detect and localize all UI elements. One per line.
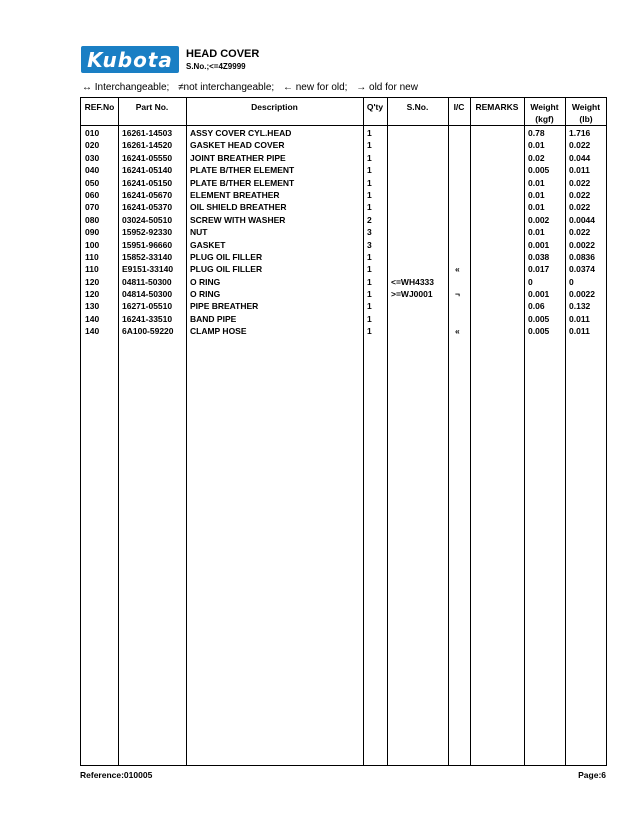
weight-lb-cell: 0.022 — [569, 140, 591, 151]
qty-cell: 1 — [367, 128, 372, 138]
weight-lb-cell: 0.0044 — [569, 214, 595, 225]
qty-cell: 1 — [367, 202, 372, 213]
qty-cell: 3 — [367, 239, 372, 250]
qty-cell: 1 — [367, 189, 372, 200]
weight-kgf-cell: 0.038 — [528, 251, 550, 262]
serial-cell: >=WJ0001 — [391, 289, 433, 300]
qty-cell: 1 — [367, 165, 372, 176]
part-number-cell: 16261-14503 — [122, 128, 173, 138]
table-body — [81, 128, 606, 339]
table-row — [81, 215, 606, 227]
table-row — [81, 153, 606, 165]
table-row — [81, 165, 606, 177]
qty-cell: 1 — [367, 301, 372, 312]
description-cell: PLATE B/THER ELEMENT — [190, 165, 295, 176]
table-row — [81, 326, 606, 338]
header-remarks: REMARKS — [475, 102, 519, 112]
weight-kgf-cell: 0.01 — [528, 202, 545, 213]
weight-lb-cell: 0.011 — [569, 165, 590, 176]
weight-lb-cell: 0.132 — [569, 301, 591, 312]
weight-kgf-cell: 0.01 — [528, 227, 545, 238]
table-row — [81, 227, 606, 239]
table-row — [81, 202, 606, 214]
qty-cell: 1 — [367, 177, 372, 188]
weight-kgf-cell: 0.001 — [528, 239, 550, 250]
table-row — [81, 277, 606, 289]
weight-lb-cell: 0.0836 — [569, 251, 595, 262]
ic-cell: « — [455, 264, 460, 275]
table-row — [81, 252, 606, 264]
part-number-cell: 03024-50510 — [122, 214, 173, 225]
weight-lb-cell: 0.022 — [569, 227, 591, 238]
qty-cell: 1 — [367, 276, 372, 287]
weight-kgf-cell: 0 — [528, 276, 533, 287]
legend-new-for-old: ← new for old; — [282, 82, 348, 93]
part-number-cell: 16241-05550 — [122, 152, 173, 163]
description-cell: CLAMP HOSE — [190, 326, 247, 337]
ref-cell: 090 — [85, 227, 100, 238]
serial-cell: <=WH4333 — [391, 276, 434, 287]
part-number-cell: 6A100-59220 — [122, 326, 174, 337]
description-cell: PIPE BREATHER — [190, 301, 259, 312]
part-number-cell: 16261-14520 — [122, 140, 173, 151]
header-weight-lb-unit: (lb) — [579, 114, 593, 124]
weight-lb-cell: 0.022 — [569, 202, 591, 213]
ref-cell: 120 — [85, 276, 100, 287]
ref-cell: 140 — [85, 313, 100, 324]
weight-kgf-cell: 0.002 — [528, 214, 550, 225]
ref-cell: 010 — [85, 128, 100, 138]
table-row — [81, 314, 606, 326]
ref-cell: 070 — [85, 202, 100, 213]
legend-not-interchangeable: ≠not interchangeable; — [178, 82, 275, 93]
serial-range: S.No.;<=4Z9999 — [186, 62, 246, 71]
ref-cell: 040 — [85, 165, 100, 176]
weight-lb-cell: 0.0374 — [569, 264, 595, 275]
qty-cell: 1 — [367, 289, 372, 300]
ref-cell: 130 — [85, 301, 100, 312]
table-row — [81, 128, 606, 140]
ref-cell: 060 — [85, 189, 100, 200]
weight-kgf-cell: 0.06 — [528, 301, 545, 312]
description-cell: SCREW WITH WASHER — [190, 214, 286, 225]
description-cell: ASSY COVER CYL.HEAD — [190, 128, 292, 138]
weight-lb-cell: 0.0022 — [569, 289, 595, 300]
weight-kgf-cell: 0.01 — [528, 189, 545, 200]
ref-cell: 030 — [85, 152, 100, 163]
header-qty: Q'ty — [366, 102, 384, 112]
table-row — [81, 240, 606, 252]
qty-cell: 1 — [367, 313, 372, 324]
table-row — [81, 178, 606, 190]
ic-cell: « — [455, 326, 460, 337]
qty-cell: 2 — [367, 214, 372, 225]
weight-lb-cell: 0.022 — [569, 189, 591, 200]
weight-kgf-cell: 0.01 — [528, 177, 545, 188]
weight-kgf-cell: 0.017 — [528, 264, 550, 275]
description-cell: PLUG OIL FILLER — [190, 251, 263, 262]
description-cell: PLATE B/THER ELEMENT — [190, 177, 295, 188]
header-ic: I/C — [453, 102, 465, 112]
ref-cell: 100 — [85, 239, 100, 250]
part-number-cell: 15952-92330 — [122, 227, 173, 238]
weight-kgf-cell: 0.005 — [528, 313, 550, 324]
table-row — [81, 264, 606, 276]
qty-cell: 1 — [367, 264, 372, 275]
parts-table — [80, 97, 607, 766]
legend-old-for-new: → old for new — [356, 82, 418, 93]
description-cell: GASKET — [190, 239, 226, 250]
qty-cell: 1 — [367, 251, 372, 262]
description-cell: GASKET HEAD COVER — [190, 140, 285, 151]
header-description: Description — [251, 102, 298, 112]
ref-cell: 020 — [85, 140, 100, 151]
part-number-cell: 15852-33140 — [122, 251, 173, 262]
qty-cell: 1 — [367, 152, 372, 163]
ref-cell: 120 — [85, 289, 100, 300]
qty-cell: 1 — [367, 140, 372, 151]
logo-text: Kubota — [87, 47, 173, 72]
weight-lb-cell: 0.011 — [569, 313, 590, 324]
weight-kgf-cell: 0.005 — [528, 326, 550, 337]
description-cell: BAND PIPE — [190, 313, 237, 324]
qty-cell: 1 — [367, 326, 372, 337]
part-number-cell: 16271-05510 — [122, 301, 173, 312]
part-number-cell: 16241-05370 — [122, 202, 173, 213]
description-cell: ELEMENT BREATHER — [190, 189, 280, 200]
ic-cell: ¬ — [455, 289, 460, 300]
part-number-cell: 16241-33510 — [122, 313, 173, 324]
description-cell: O RING — [190, 276, 221, 287]
description-cell: JOINT BREATHER PIPE — [190, 152, 286, 163]
weight-lb-cell: 1.716 — [569, 128, 591, 138]
weight-kgf-cell: 0.78 — [528, 128, 545, 138]
weight-kgf-cell: 0.001 — [528, 289, 550, 300]
table-row — [81, 190, 606, 202]
ref-cell: 110 — [85, 251, 99, 262]
table-row — [81, 289, 606, 301]
header-weight-kgf: Weight — [530, 102, 559, 112]
weight-kgf-cell: 0.01 — [528, 140, 545, 151]
part-number-cell: 16241-05140 — [122, 165, 173, 176]
kubota-logo — [81, 46, 179, 73]
header-ref: REF.No — [84, 102, 115, 112]
part-number-cell: E9151-33140 — [122, 264, 174, 275]
reference-number: Reference:010005 — [80, 770, 153, 780]
part-number-cell: 16241-05150 — [122, 177, 173, 188]
header-weight-lb: Weight — [571, 102, 601, 112]
part-number-cell: 04814-50300 — [122, 289, 173, 300]
ref-cell: 140 — [85, 326, 100, 337]
header-weight-kgf-unit: (kgf) — [535, 114, 554, 124]
part-number-cell: 16241-05670 — [122, 189, 173, 200]
description-cell: PLUG OIL FILLER — [190, 264, 263, 275]
description-cell: O RING — [190, 289, 221, 300]
weight-kgf-cell: 0.005 — [528, 165, 550, 176]
legend-interchangeable: ↔ Interchangeable; — [82, 82, 170, 93]
ref-cell: 110 — [85, 264, 99, 275]
weight-lb-cell: 0.022 — [569, 177, 591, 188]
weight-lb-cell: 0.011 — [569, 326, 590, 337]
table-row — [81, 301, 606, 313]
header-part: Part No. — [135, 102, 169, 112]
legend — [82, 82, 424, 93]
part-number-cell: 04811-50300 — [122, 276, 172, 287]
header-divider — [81, 125, 606, 126]
table-row — [81, 140, 606, 152]
ref-cell: 050 — [85, 177, 100, 188]
description-cell: OIL SHIELD BREATHER — [190, 202, 287, 213]
description-cell: NUT — [190, 227, 208, 238]
ref-cell: 080 — [85, 214, 100, 225]
weight-lb-cell: 0.0022 — [569, 239, 595, 250]
page-number: Page:6 — [578, 770, 606, 780]
header-sno: S.No. — [406, 102, 429, 112]
weight-lb-cell: 0 — [569, 276, 574, 287]
weight-lb-cell: 0.044 — [569, 152, 591, 163]
weight-kgf-cell: 0.02 — [528, 152, 545, 163]
qty-cell: 3 — [367, 227, 372, 238]
page-title: HEAD COVER — [186, 48, 260, 60]
part-number-cell: 15951-96660 — [122, 239, 173, 250]
